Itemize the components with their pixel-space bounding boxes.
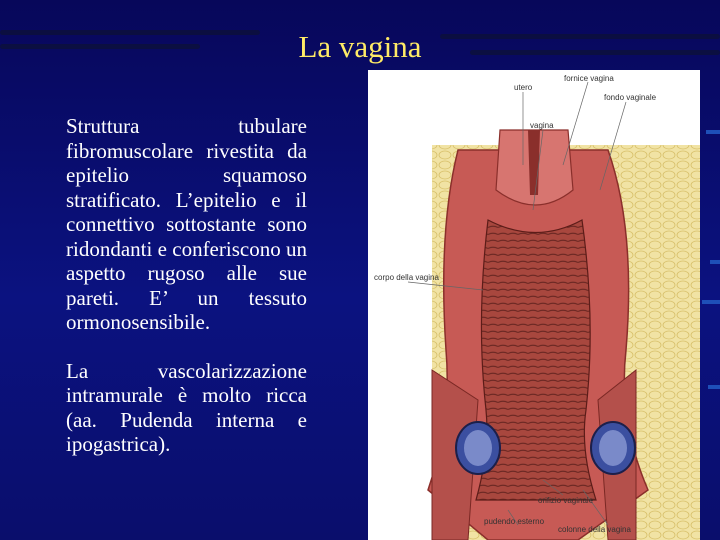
label-fondo: fondo vaginale (604, 93, 657, 102)
slide-title: La vagina (298, 28, 422, 64)
label-colonne: colonne della vagina (558, 525, 631, 534)
label-pudendo: pudendo esterno (484, 517, 545, 526)
accent-dash (708, 385, 720, 389)
cervical-canal (528, 130, 540, 195)
label-utero: utero (514, 83, 533, 92)
accent-dash (710, 260, 720, 264)
label-vagina: vagina (530, 121, 554, 130)
label-fornice: fornice vagina (564, 74, 614, 83)
label-orifizio: orifizio vaginale (538, 496, 594, 505)
accent-dash (702, 300, 720, 304)
accent-dash (706, 130, 720, 134)
vagina-cross-section-drawing (368, 70, 700, 540)
bone-marrow-left (464, 430, 492, 466)
label-corpo: corpo della vagina (374, 273, 439, 282)
body-text (66, 114, 307, 457)
paragraph-vascularization: La vascolarizzazione intramurale è molto ricca (aa. Pudenda interna e ipogastrica). (66, 358, 307, 456)
anatomical-illustration (368, 70, 700, 540)
paragraph-structure: Struttura tubulare fibromuscolare rivestita da epitelio squamoso stratificato. L’epitelio e il connettivo sottostante sono ridondanti e conferiscono un aspetto rugoso alle sue pareti. E’ un tessuto ormonosensibile. (66, 114, 307, 334)
bone-marrow-right (599, 430, 627, 466)
